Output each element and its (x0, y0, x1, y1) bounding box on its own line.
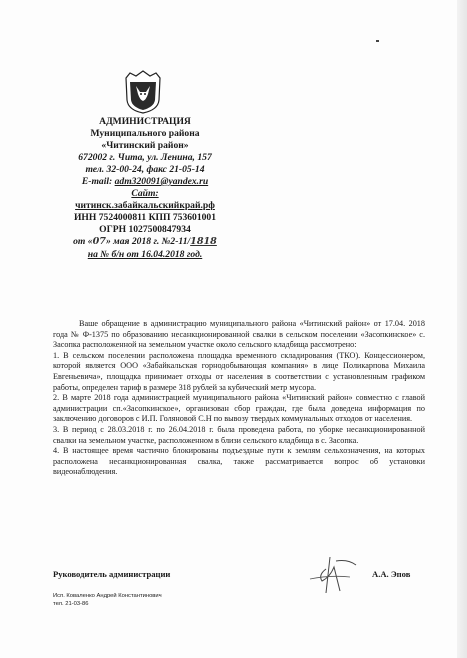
header-site-line (40, 200, 250, 211)
header-site-label (40, 188, 250, 199)
header-title: АДМИНИСТРАЦИЯ (99, 116, 191, 127)
coat-of-arms-icon (122, 70, 164, 114)
header-district: «Читинский район» (101, 140, 189, 151)
scan-speck (376, 40, 379, 42)
body-paragraph-3: 3. В период с 28.03.2018 г. по 26.04.2018 г. была проведена работа, по уборке несанкционированной свалки на земельном участке, расположенном в близи сельского кладбища в с. Засопка. (53, 424, 425, 445)
body-paragraph-2: 2. В марте 2018 года администрацией муниципального района «Читинский район» совместно с главой администрации сп.«Засопкинское», организован сбор граждан, где была доведена информация по заключению договоров с И.П. Голяновой С.Н по вывозу твердых коммунальных отходов от населения. (53, 393, 425, 424)
email-link[interactable]: adm320091@yandex.ru (114, 176, 209, 187)
letter-body (53, 319, 425, 478)
site-link[interactable]: читинск.забайкальскийкрай.рф (75, 200, 215, 211)
header-reply-to (40, 249, 250, 260)
handwritten-signature-icon (300, 555, 360, 595)
body-paragraph-4: 4. В настоящее время частично блокированы подъездные пути к землям сельхозначения, на которых расположена несанкционированная свалка, также рассматривается вопрос об установки видеонаблюдения. (53, 446, 425, 477)
body-paragraph-intro: Ваше обращение в администрацию муниципального района «Читинский район» от 17.04. 2018 года № Ф-1375 по образованию несанкционированной свалки в сельском поселении «Засопкинское» с. Засопка расположенной на земельном участке около сельского кладбища рассмотрено: (53, 319, 425, 350)
header-ogrn: ОГРН 1027500847934 (99, 224, 191, 235)
page-edge-shadow (457, 0, 467, 658)
site-label: Сайт: (131, 188, 159, 199)
date-day: 07 (92, 236, 106, 247)
reply-to-text: на № б/н от 16.04.2018 год. (87, 249, 203, 260)
date-middle: » мая 2018 г. №2-11/ (105, 236, 191, 247)
body-paragraph-1: 1. В сельском поселении расположена площадка временного складирования (ТКО). Концессионером, которой является ООО «Забайкальская горнодобывающая компания» в лице Поликарпова Михаила Евгеньевича», площадка принимает отходы от населения в соответствии с установленным графиком работы, определен тариф в размере 318 рублей за кубический метр мусора. (53, 350, 425, 392)
header-subtitle: Муниципального района (90, 128, 200, 139)
header-inn: ИНН 7524000811 КПП 753601001 (73, 212, 217, 223)
date-prefix: от « (73, 236, 93, 247)
signatory-name: А.А. Эпов (372, 569, 411, 579)
header-email-line (40, 176, 250, 187)
header-date-line (40, 236, 250, 247)
header-address: 672002 г. Чита, ул. Ленина, 157 (78, 152, 212, 163)
executor-block (53, 593, 162, 608)
date-number: 1818 (190, 236, 217, 247)
signatory-position: Руководитель администрации (53, 569, 171, 579)
header-phones: тел. 32-00-24, факс 21-05-14 (85, 164, 205, 175)
executor-phone: тел. 21-03-86 (53, 600, 89, 607)
email-label: E-mail: (81, 176, 115, 187)
executor-name: Исп. Коваленко Андрей Константинович (53, 593, 162, 599)
